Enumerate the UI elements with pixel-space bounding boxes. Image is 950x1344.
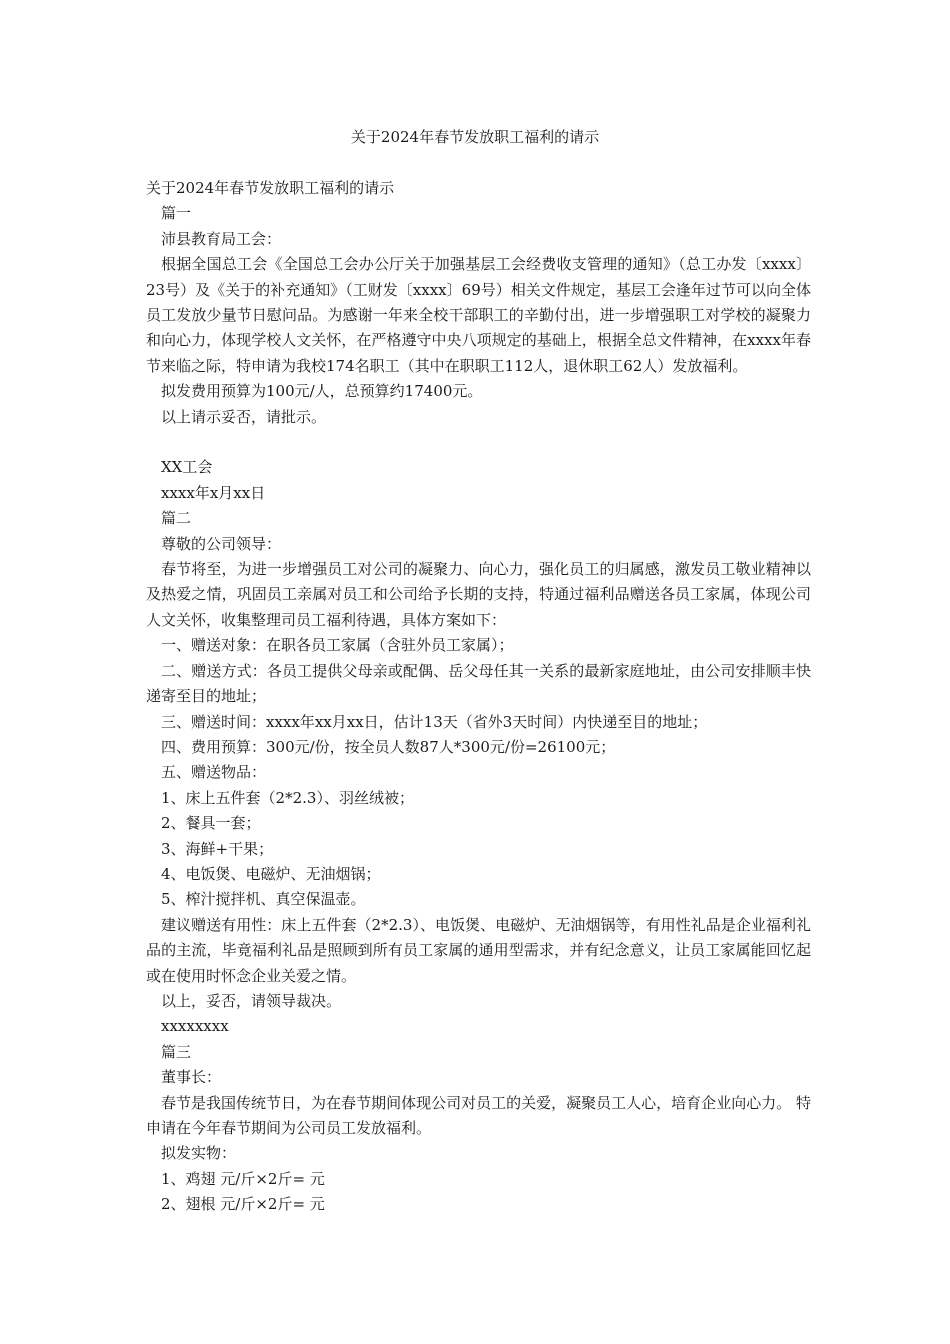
paragraph: 根据全国总工会《全国总工会办公厅关于加强基层工会经费收支管理的通知》（总工办发〔xxxx〕23号）及《关于的补充通知》（工财发〔xxxx〕69号）相关文件规定，基层工会逢年过节可以向全体员工发放少量节日慰问品。为感谢一年来全校干部职工的辛勤付出，进一步增强职工对学校的凝聚力和向心力，体现学校人文关怀，在严格遵守中央八项规定的基础上，根据全总文件精神，在xxxx年春节来临之际，特申请为我校174名职工（其中在职职工112人，退休职工62人）发放福利。 <box>146 255 811 375</box>
salutation-3: 董事长： <box>161 1068 222 1087</box>
gift-item: 3、海鲜+干果； <box>161 839 274 858</box>
paragraph: 拟发实物： <box>161 1144 237 1163</box>
blank-line <box>146 430 811 455</box>
gift-item: 2、餐具一套； <box>161 814 261 833</box>
paragraph: 以上请示妥否，请批示。 <box>161 407 327 426</box>
signature-date: xxxx年x月xx日 <box>161 483 266 502</box>
salutation-2: 尊敬的公司领导： <box>161 534 282 553</box>
paragraph: 建议赠送有用性：床上五件套（2*2.3）、电饭煲、电磁炉、无油烟锅等，有用性礼品是企业福利礼品的主流，毕竟福利礼品是照顾到所有员工家属的通用型需求，并有纪念意义，让员工家属能回忆起或在使用时怀念企业关爱之情。 <box>146 915 811 985</box>
gift-item: 4、电饭煲、电磁炉、无油烟锅； <box>161 864 381 883</box>
signature-placeholder: xxxxxxxx <box>161 1017 229 1036</box>
gift-item: 1、床上五件套（2*2.3）、羽丝绒被； <box>161 788 414 807</box>
list-item: 三、赠送时间：xxxx年xx月xx日，估计13天（省外3天时间）内快递至目的地址； <box>161 712 708 731</box>
list-item: 二、赠送方式：各员工提供父母亲或配偶、岳父母任其一关系的最新家庭地址，由公司安排顺丰快递寄至目的地址； <box>146 661 811 706</box>
gift-item: 5、榨汁搅拌机、真空保温壶。 <box>161 890 366 909</box>
paragraph: 春节是我国传统节日，为在春节期间体现公司对员工的关爱，凝聚员工人心，培育企业向心力。 特申请在今年春节期间为公司员工发放福利。 <box>146 1093 811 1138</box>
list-item: 一、赠送对象：在职各员工家属（含驻外员工家属）； <box>161 636 514 655</box>
paragraph: 春节将至，为进一步增强员工对公司的凝聚力、向心力，强化员工的归属感，激发员工敬业精神以及热爱之情，巩固员工亲属对员工和公司给予长期的支持，特通过福利品赠送各员工家属，体现公司人文关怀，收集整理司员工福利待遇，具体方案如下： <box>146 560 811 629</box>
document-body <box>146 176 811 1218</box>
goods-item: 1、鸡翅 元/斤×2斤= 元 <box>161 1169 325 1188</box>
section-label-1: 篇一 <box>161 204 192 223</box>
signature-org: XX工会 <box>161 458 213 477</box>
section-label-3: 篇三 <box>161 1042 192 1061</box>
paragraph: 以上，妥否，请领导裁决。 <box>161 991 342 1010</box>
body-heading: 关于2024年春节发放职工福利的请示 <box>146 179 395 197</box>
section-label-2: 篇二 <box>161 509 192 528</box>
goods-item: 2、翅根 元/斤×2斤= 元 <box>161 1195 325 1214</box>
document-title: 关于2024年春节发放职工福利的请示 <box>350 128 600 146</box>
salutation-1: 沛县教育局工会： <box>161 229 282 248</box>
paragraph: 拟发费用预算为100元/人，总预算约17400元。 <box>161 382 483 401</box>
list-item: 四、费用预算：300元/份，按全员人数87人*300元/份=26100元； <box>161 737 616 756</box>
list-item: 五、赠送物品： <box>161 763 267 782</box>
